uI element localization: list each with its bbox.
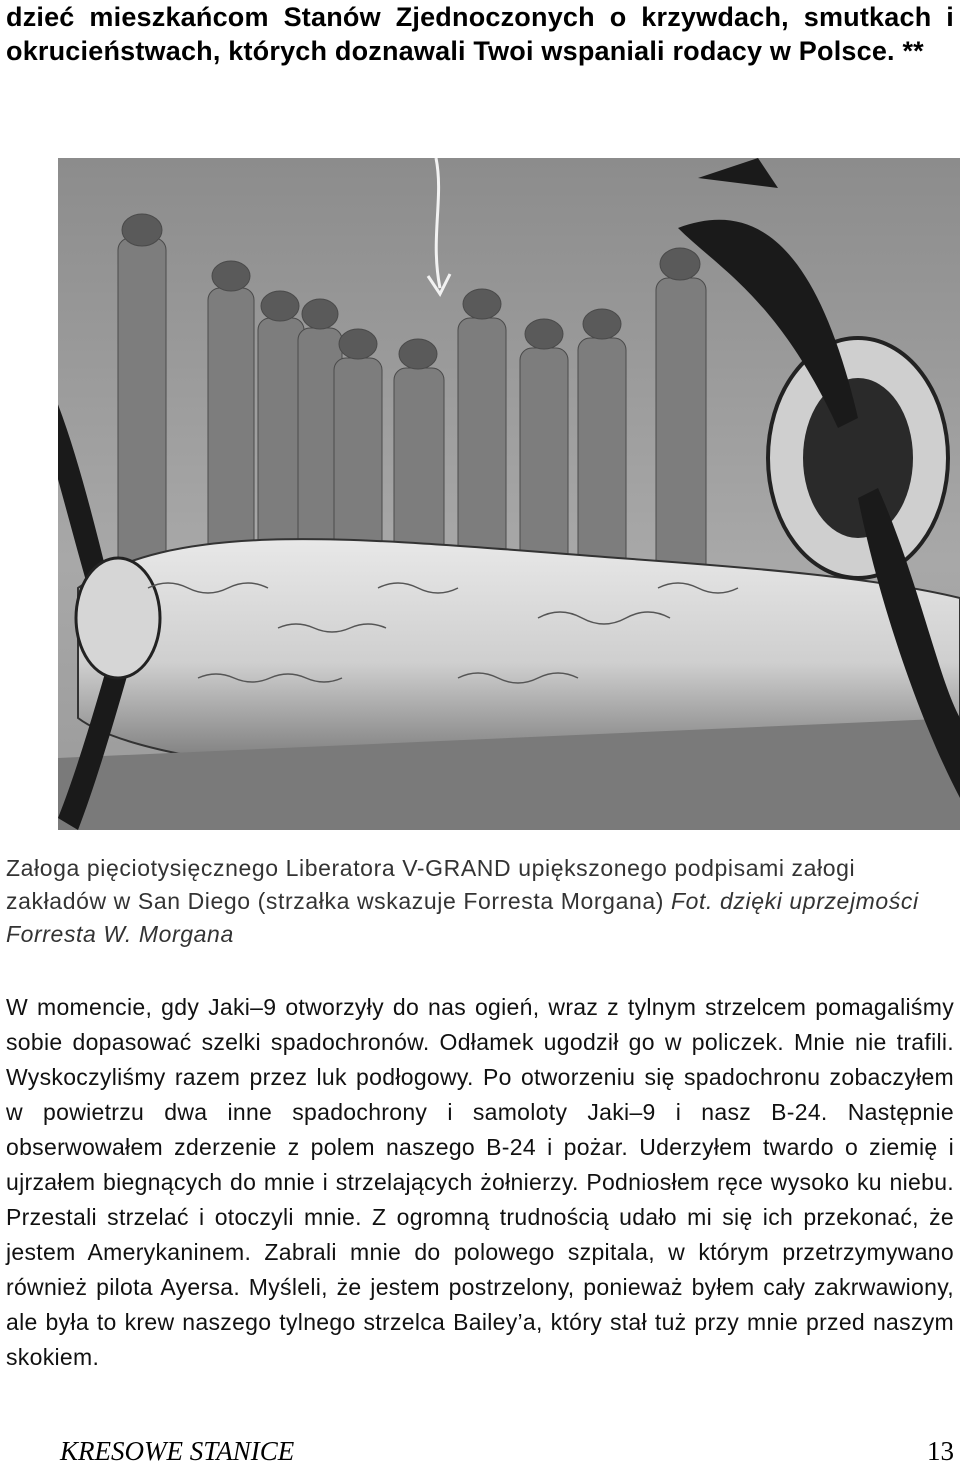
page-number: 13 <box>927 1436 954 1466</box>
intro-paragraph: dzieć mieszkańcom Stanów Zjednoczonych o krzywdach, smutkach i okrucieństwach, których doznawali Twoi wspaniali rodacy w Polsce. ** <box>6 2 954 66</box>
body-paragraph: W momencie, gdy Jaki–9 otworzyły do nas ogień, wraz z tylnym strzelcem pomagaliśmy sobie dopasować szelki spadochronów. Odłamek ugodził go w policzek. Mnie nie trafili. Wyskoczyliśmy razem przez luk podłogowy. Po otworzeniu się spadochronu zobaczyłem w powietrzu dwa inne spadochrony i samoloty Jaki–9 i nasz B-24. Następnie obserwowałem zderzenie z polem naszego B-24 i pożar. Uderzyłem twardo o ziemię i ujrzałem biegnących do mnie i strzelających żołnierzy. Podniosłem ręce wysoko ku niebu. Przestali strzelać i otoczyli mnie. Z ogromną trudnością udało mi się ich przekonać, że jestem Amerykaninem. Zabrali mnie do polowego szpitala, w którym przetrzymywano również pilota Ayersa. Myśleli, że jestem postrzelony, ponieważ byłem cały zakrwawiony, ale była to krew naszego tylnego strzelca Bailey’a, który stał tuż przy mnie przed naszym skokiem. <box>6 994 954 1370</box>
photo-caption <box>6 852 954 951</box>
caption-credit: Fot. dzięki uprzejmości Forresta W. Morgana <box>6 888 919 947</box>
publication-title: KRESOWE STANICE <box>60 1436 295 1466</box>
caption-main: Załoga pięciotysięcznego Liberatora V-GRAND upiększonego podpisami załogi zakładów w San Diego (strzałka wskazuje Forresta Morgana) <box>6 855 856 914</box>
crew-photo <box>58 158 960 830</box>
